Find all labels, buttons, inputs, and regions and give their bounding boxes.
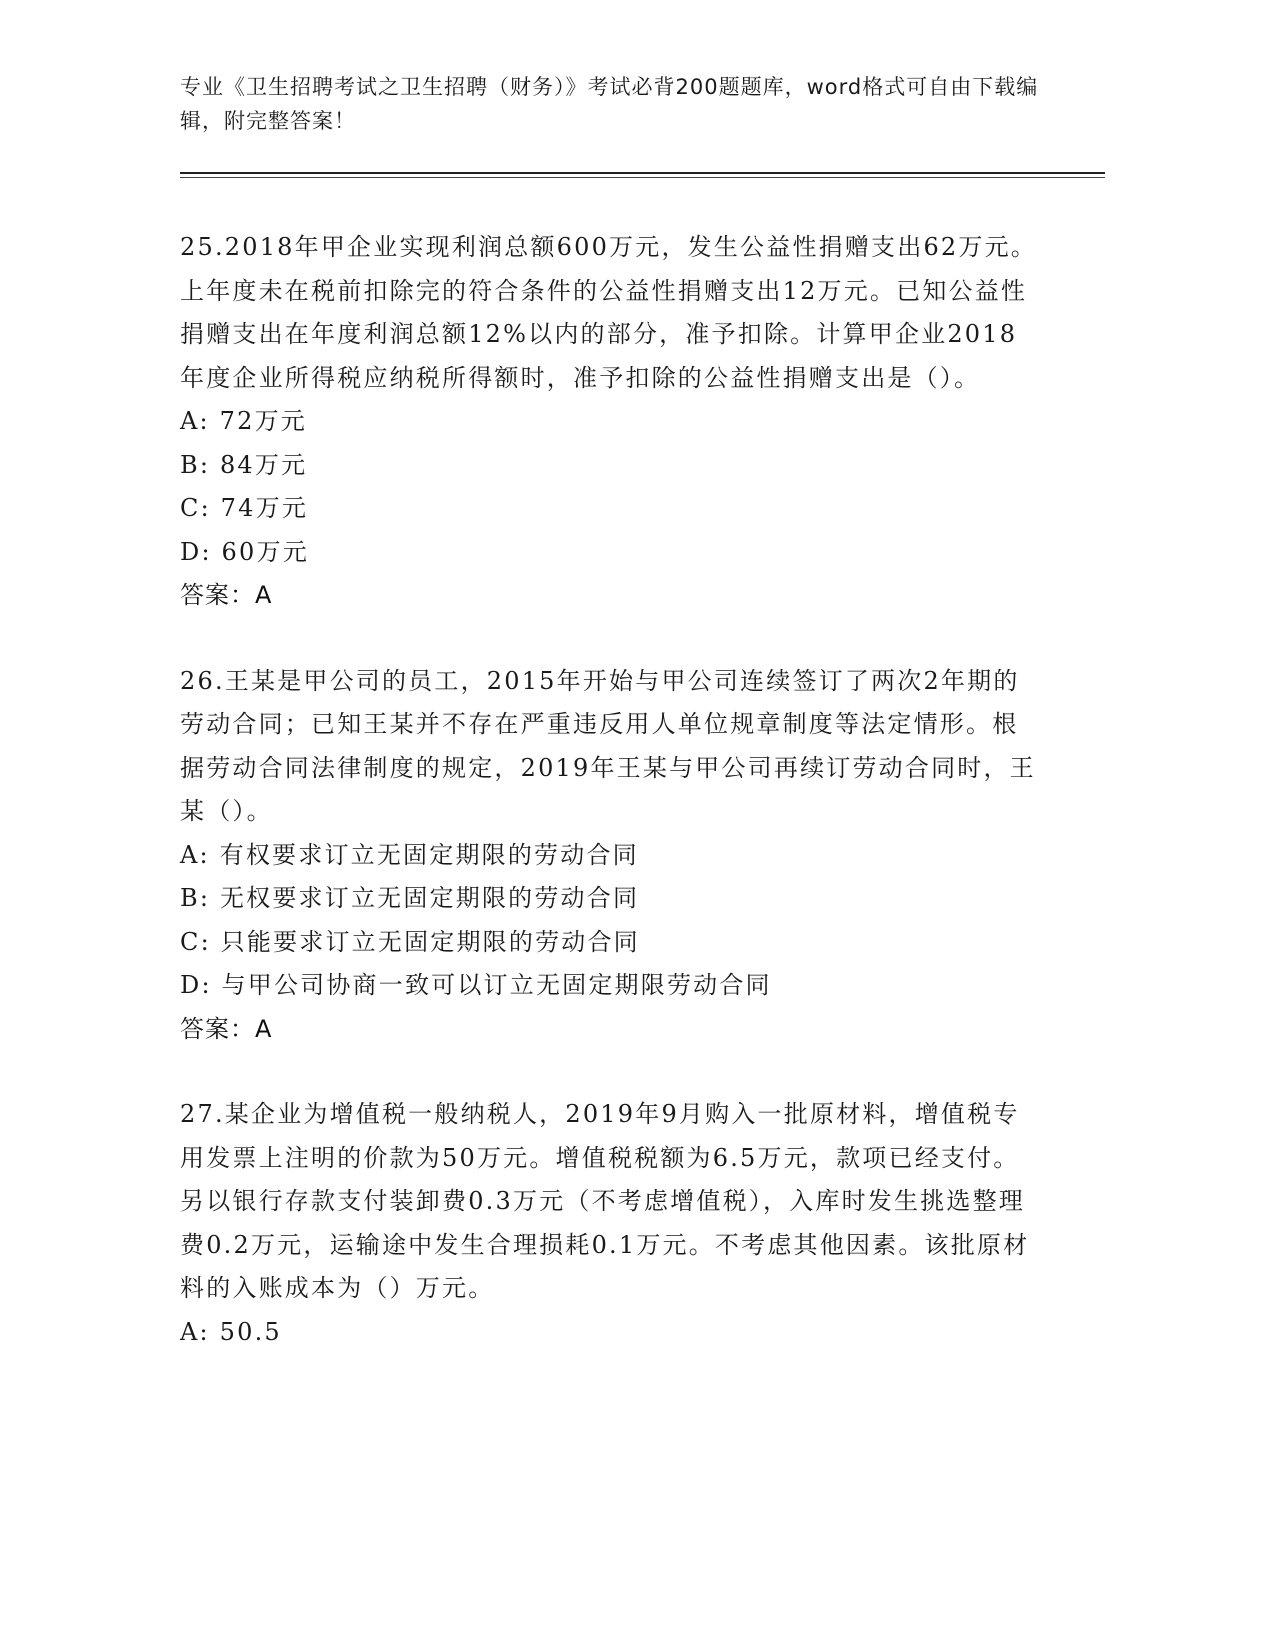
answer-line: 答案：A	[180, 1014, 273, 1043]
question-26	[180, 660, 1040, 1052]
question-stem: 26.王某是甲公司的员工，2015年开始与甲公司连续签订了两次2年期的劳动合同；已知王某并不存在严重违反用人单位规章制度等法定情形。根据劳动合同法律制度的规定，2019年王某与甲公司再续订劳动合同时，王某（）。	[180, 666, 1036, 825]
question-27	[180, 1093, 1040, 1354]
option-b: B: 无权要求订立无固定期限的劳动合同	[180, 884, 640, 912]
option-a: A: 有权要求订立无固定期限的劳动合同	[180, 840, 639, 869]
question-stem: 25.2018年甲企业实现利润总额600万元，发生公益性捐赠支出62万元。上年度未在税前扣除完的符合条件的公益性捐赠支出12万元。已知公益性捐赠支出在年度利润总额12%以内的部分，准予扣除。计算甲企业2018年度企业所得税应纳税所得额时，准予扣除的公益性捐赠支出是（）。	[180, 233, 1037, 392]
answer-line: 答案：A	[180, 581, 273, 609]
option-c: C: 只能要求订立无固定期限的劳动合同	[180, 927, 640, 956]
option-b: B: 84万元	[180, 450, 308, 479]
option-c: C: 74万元	[180, 494, 309, 522]
question-list	[180, 226, 1040, 1396]
header-rule-thick	[180, 172, 1105, 174]
option-d: D: 与甲公司协商一致可以订立无固定期限劳动合同	[180, 971, 772, 999]
option-d: D: 60万元	[180, 537, 309, 566]
question-stem: 27.某企业为增值税一般纳税人，2019年9月购入一批原材料，增值税专用发票上注明的价款为50万元。增值税税额为6.5万元，款项已经支付。另以银行存款支付装卸费0.3万元（不考虑增值税），入库时发生挑选整理费0.2万元，运输途中发生合理损耗0.1万元。不考虑其他因素。该批原材料的入账成本为（）万元。	[180, 1100, 1030, 1302]
header-rule-thin	[180, 177, 1105, 178]
option-a: A: 50.5	[180, 1317, 282, 1346]
question-25	[180, 226, 1040, 618]
option-a: A: 72万元	[180, 407, 307, 435]
document-header: 专业《卫生招聘考试之卫生招聘（财务）》考试必背200题题库，word格式可自由下载编辑，附完整答案！	[180, 75, 1039, 133]
